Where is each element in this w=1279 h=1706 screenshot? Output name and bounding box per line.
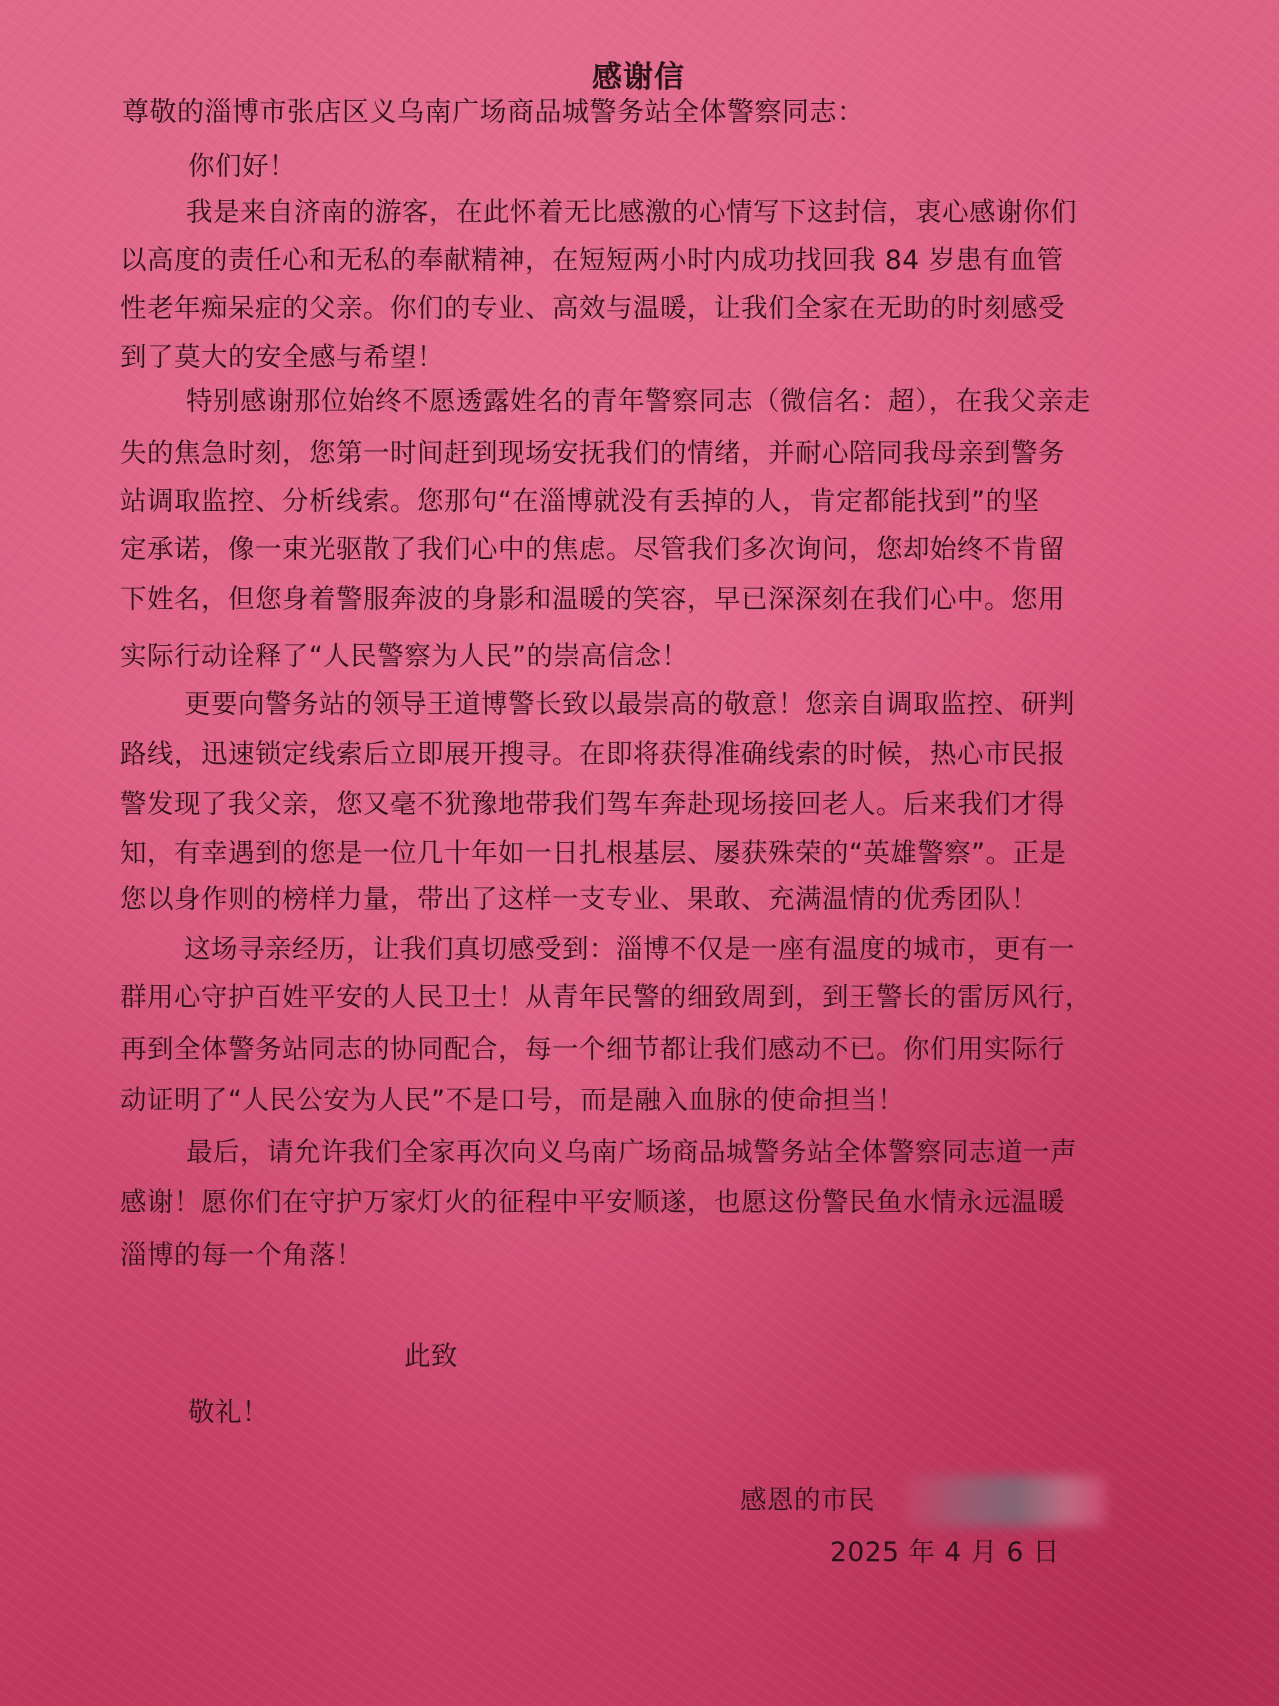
- letter-line: 到了莫大的安全感与希望！: [120, 342, 444, 373]
- letter-line: 淄博的每一个角落！: [120, 1240, 363, 1271]
- letter-line: 实际行动诠释了“人民警察为人民”的崇高信念！: [120, 641, 689, 672]
- letter-line: 下姓名，但您身着警服奔波的身影和温暖的笑容，早已深深刻在我们心中。您用: [120, 584, 1065, 615]
- letter-line: 站调取监控、分析线索。您那句“在淄博就没有丢掉的人，肯定都能找到”的坚: [120, 486, 1040, 517]
- letter-line: 您以身作则的榜样力量，带出了这样一支专业、果敢、充满温情的优秀团队！: [120, 884, 1038, 915]
- redacted-name: [905, 1476, 1105, 1526]
- letter-line: 最后，请允许我们全家再次向义乌南广场商品城警务站全体警察同志道一声: [186, 1137, 1077, 1168]
- letter-line: 我是来自济南的游客，在此怀着无比感激的心情写下这封信，衷心感谢你们: [186, 197, 1077, 228]
- letter-line: 定承诺，像一束光驱散了我们心中的焦虑。尽管我们多次询问，您却始终不肯留: [120, 534, 1065, 565]
- letter-date: 2025 年 4 月 6 日: [830, 1537, 1060, 1568]
- letter-line: 性老年痴呆症的父亲。你们的专业、高效与温暖，让我们全家在无助的时刻感受: [120, 293, 1065, 324]
- letter-line: 动证明了“人民公安为人民”不是口号，而是融入血脉的使命担当！: [120, 1085, 905, 1116]
- letter-salutation: 尊敬的淄博市张店区义乌南广场商品城警务站全体警察同志：: [122, 97, 865, 128]
- letter-line: 以高度的责任心和无私的奉献精神，在短短两小时内成功找回我 84 岁患有血管: [120, 245, 1064, 276]
- letter-line: 这场寻亲经历，让我们真切感受到：淄博不仅是一座有温度的城市，更有一: [184, 934, 1075, 965]
- letter-line: 更要向警务站的领导王道博警长致以最崇高的敬意！您亲自调取监控、研判: [184, 689, 1075, 720]
- letter-line: 警发现了我父亲，您又毫不犹豫地带我们驾车奔赴现场接回老人。后来我们才得: [120, 789, 1065, 820]
- letter-closing-regards: 此致: [404, 1341, 458, 1372]
- letter-line: 感谢！愿你们在守护万家灯火的征程中平安顺遂，也愿这份警民鱼水情永远温暖: [120, 1187, 1065, 1218]
- letter-greeting: 你们好！: [188, 151, 296, 182]
- letter-line: 再到全体警务站同志的协同配合，每一个细节都让我们感动不已。你们用实际行: [120, 1034, 1065, 1065]
- letter-signature: 感恩的市民: [740, 1485, 875, 1516]
- letter-line: 群用心守护百姓平安的人民卫士！从青年民警的细致周到，到王警长的雷厉风行，: [120, 982, 1092, 1013]
- letter-line: 失的焦急时刻，您第一时间赶到现场安抚我们的情绪，并耐心陪同我母亲到警务: [120, 438, 1065, 469]
- letter-line: 知，有幸遇到的您是一位几十年如一日扎根基层、屡获殊荣的“英雄警察”。正是: [120, 838, 1067, 869]
- letter-title: 感谢信: [592, 60, 685, 95]
- letter-closing-salute: 敬礼！: [188, 1397, 269, 1428]
- letter-line: 特别感谢那位始终不愿透露姓名的青年警察同志（微信名：超），在我父亲走: [186, 386, 1091, 417]
- letter-line: 路线，迅速锁定线索后立即展开搜寻。在即将获得准确线索的时候，热心市民报: [120, 739, 1065, 770]
